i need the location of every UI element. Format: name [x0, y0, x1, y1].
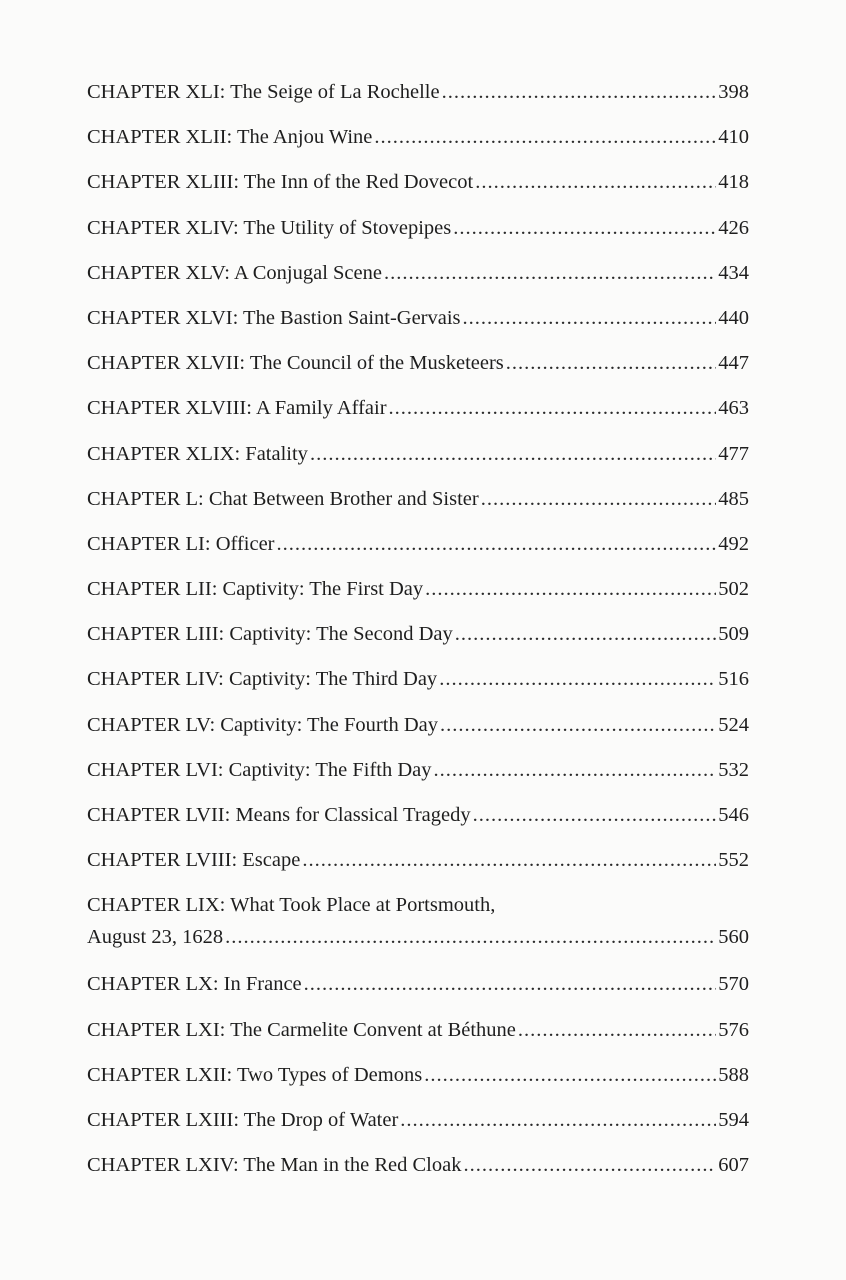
dot-leader — [302, 850, 716, 871]
toc-entry — [87, 398, 749, 443]
dot-leader — [304, 974, 717, 995]
dot-leader — [442, 82, 717, 103]
page-number: 463 — [718, 397, 749, 420]
page-number: 426 — [718, 216, 749, 239]
dot-leader — [506, 353, 716, 374]
dot-leader — [453, 218, 716, 239]
chapter-title: CHAPTER XLIX: Fatality — [87, 442, 308, 465]
page-number: 532 — [718, 758, 749, 781]
chapter-title: CHAPTER LV: Captivity: The Fourth Day — [87, 713, 438, 736]
chapter-title: CHAPTER XLII: The Anjou Wine — [87, 126, 373, 149]
toc-entry — [87, 534, 749, 579]
chapter-title: CHAPTER LIX: What Took Place at Portsmouth, — [87, 894, 496, 917]
page-number: 434 — [718, 261, 749, 284]
dot-leader — [455, 624, 717, 645]
toc-entry — [87, 850, 749, 895]
page-number: 440 — [718, 306, 749, 329]
dot-leader — [481, 489, 717, 510]
chapter-title: CHAPTER LX: In France — [87, 973, 302, 996]
toc-entry — [87, 1155, 749, 1200]
dot-leader — [440, 715, 716, 736]
page-number: 492 — [718, 532, 749, 555]
page-number: 477 — [718, 442, 749, 465]
toc-entry — [87, 263, 749, 308]
chapter-title: CHAPTER LXIV: The Man in the Red Cloak — [87, 1154, 462, 1177]
page-number: 560 — [718, 926, 749, 949]
chapter-title: CHAPTER LXII: Two Types of Demons — [87, 1063, 423, 1086]
toc-entry — [87, 1020, 749, 1065]
dot-leader — [225, 927, 716, 948]
toc-entry — [87, 172, 749, 217]
page-number: 607 — [718, 1154, 749, 1177]
page-number: 546 — [718, 804, 749, 826]
page-number: 552 — [718, 849, 749, 872]
chapter-title: CHAPTER XLIV: The Utility of Stovepipes — [87, 216, 452, 239]
chapter-title: CHAPTER LXIII: The Drop of Water — [87, 1108, 399, 1131]
page-number: 418 — [718, 171, 749, 194]
toc-entry — [87, 895, 749, 974]
chapter-title: CHAPTER XLI: The Seige of La Rochelle — [87, 81, 440, 103]
dot-leader — [463, 308, 717, 329]
chapter-title: CHAPTER LIV: Captivity: The Third Day — [87, 668, 438, 691]
dot-leader — [400, 1110, 716, 1131]
dot-leader — [439, 669, 716, 690]
page-number: 502 — [718, 578, 749, 601]
toc-entry — [87, 1110, 749, 1155]
toc-entry — [87, 1065, 749, 1110]
chapter-title: CHAPTER XLVI: The Bastion Saint-Gervais — [87, 306, 461, 329]
dot-leader — [310, 444, 716, 465]
chapter-title: CHAPTER LXI: The Carmelite Convent at Béthune — [87, 1018, 516, 1041]
dot-leader — [463, 1155, 716, 1176]
page-number: 524 — [718, 713, 749, 736]
dot-leader — [434, 760, 717, 781]
toc-entry — [87, 218, 749, 263]
dot-leader — [374, 127, 716, 148]
chapter-title: CHAPTER L: Chat Between Brother and Sister — [87, 487, 479, 510]
chapter-title: CHAPTER XLV: A Conjugal Scene — [87, 261, 382, 284]
page-number: 509 — [718, 623, 749, 646]
chapter-title: CHAPTER LI: Officer — [87, 532, 275, 555]
page-number: 576 — [718, 1018, 749, 1041]
dot-leader — [473, 805, 717, 826]
toc-entry — [87, 82, 749, 127]
chapter-title: CHAPTER LVI: Captivity: The Fifth Day — [87, 758, 432, 781]
toc-entry — [87, 127, 749, 172]
page-number: 398 — [718, 81, 749, 103]
page-number: 588 — [718, 1063, 749, 1086]
chapter-title: CHAPTER XLVIII: A Family Affair — [87, 397, 387, 420]
toc-entry — [87, 715, 749, 760]
toc-entry — [87, 624, 749, 669]
toc-entry — [87, 805, 749, 850]
dot-leader — [384, 263, 716, 284]
toc-entry — [87, 444, 749, 489]
chapter-title: CHAPTER LIII: Captivity: The Second Day — [87, 623, 453, 646]
page-number: 516 — [718, 668, 749, 691]
dot-leader — [425, 579, 716, 600]
table-of-contents — [87, 82, 749, 1200]
toc-entry — [87, 974, 749, 1019]
toc-entry — [87, 308, 749, 353]
chapter-title: CHAPTER XLIII: The Inn of the Red Dovecot — [87, 171, 474, 194]
toc-entry — [87, 669, 749, 714]
chapter-title: CHAPTER XLVII: The Council of the Musketeers — [87, 352, 504, 375]
chapter-title: CHAPTER LVIII: Escape — [87, 849, 301, 872]
toc-entry — [87, 579, 749, 624]
toc-entry — [87, 353, 749, 398]
toc-entry — [87, 760, 749, 805]
chapter-title-continuation: August 23, 1628 — [87, 926, 224, 949]
page-number: 594 — [718, 1108, 749, 1131]
dot-leader — [389, 398, 717, 419]
dot-leader — [475, 172, 716, 193]
dot-leader — [518, 1020, 716, 1041]
page-number: 410 — [718, 126, 749, 149]
page-number: 485 — [718, 487, 749, 510]
toc-entry — [87, 489, 749, 534]
page-number: 570 — [718, 973, 749, 996]
chapter-title: CHAPTER LVII: Means for Classical Tragedy — [87, 804, 471, 826]
chapter-title: CHAPTER LII: Captivity: The First Day — [87, 578, 424, 601]
dot-leader — [277, 534, 717, 555]
page-number: 447 — [718, 352, 749, 375]
dot-leader — [424, 1065, 716, 1086]
